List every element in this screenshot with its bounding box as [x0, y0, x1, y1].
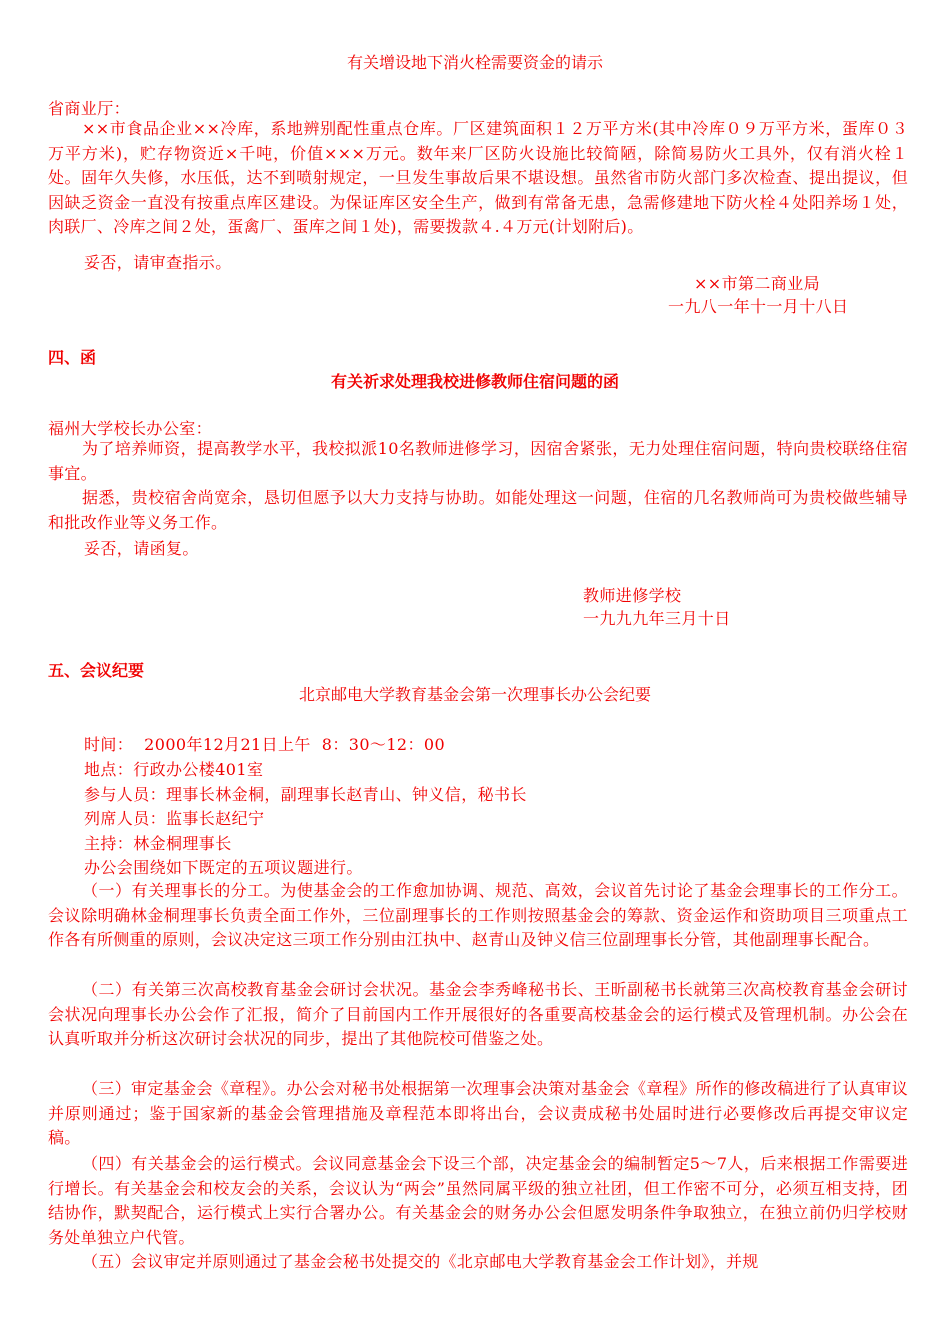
- doc2-date: 一九九九年三月十日: [583, 609, 731, 628]
- doc1-sender: ××市第二商业局: [694, 274, 821, 293]
- doc3-item-5: （五）会议审定并原则通过了基金会秘书处提交的《北京邮电大学教育基金会工作计划》，并规: [82, 1252, 759, 1271]
- doc2-addressee: 福州大学校长办公室：: [48, 419, 213, 438]
- doc2-paragraph-2: 据悉，贵校宿舍尚宽余，恳切但愿予以大力支持与协助。如能处理这一问题，住宿的几名教师尚可为贵校做些辅导和批改作业等义务工作。: [48, 488, 908, 532]
- section-heading-minutes: 五、会议纪要: [48, 661, 145, 680]
- doc3-host: 主持：林金桐理事长: [84, 834, 232, 853]
- doc3-title: 北京邮电大学教育基金会第一次理事长办公会纪要: [298, 685, 651, 704]
- doc2-closing: 妥否，请函复。: [84, 539, 199, 558]
- doc2-title: 有关祈求处理我校进修教师住宿问题的函: [330, 372, 619, 391]
- doc2-sender: 教师进修学校: [583, 586, 682, 605]
- doc1-addressee: 省商业厅：: [48, 99, 131, 118]
- doc1-title: 有关增设地下消火栓需要资金的请示: [346, 53, 603, 72]
- doc3-item-2: （二）有关第三次高校教育基金会研讨会状况。基金会李秀峰秘书长、王昕副秘书长就第三次高校教育基金会研讨会状况向理事长办公会作了汇报，简介了目前国内工作开展很好的各重要高校基金会的运行模式及管理机制。办公会在认真听取并分析这次研讨会状况的同步，提出了其他院校可借鉴之处。: [48, 980, 908, 1048]
- doc3-time: 时间： 2000年12月21日上午 8：30～12：00: [84, 735, 446, 754]
- doc1-body: ××市食品企业××冷库，系地辨别配性重点仓库。厂区建筑面积１２万平方米(其中冷库０９万平方米，蛋库０３万平方米)，贮存物资近×千吨，价值×××万元。数年来厂区防火设施比较简陋，除简易防火工具外，仅有消火栓１处。固年久失修，水压低，达不到喷射规定，一旦发生事故后果不堪设想。虽然省市防火部门多次检查、提出提议，但因缺乏资金一直没有按重点库区建设。为保证库区安全生产，做到有常备无患，急需修建地下防火栓４处阳养场１处，肉联厂、冷库之间２处，蛋禽厂、蛋库之间１处)，需要拨款４.４万元(计划附后)。: [48, 119, 908, 236]
- doc3-item-1: （一）有关理事长的分工。为使基金会的工作愈加协调、规范、高效，会议首先讨论了基金会理事长的工作分工。会议除明确林金桐理事长负责全面工作外，三位副理事长的工作则按照基金会的筹款、资金运作和资助项目三项重点工作各有所侧重的原则，会议决定这三项工作分别由江执中、赵青山及钟义信三位副理事长分管，其他副理事长配合。: [48, 881, 908, 949]
- doc3-item-3: （三）审定基金会《章程》。办公会对秘书处根据第一次理事会决策对基金会《章程》所作的修改稿进行了认真审议并原则通过；鉴于国家新的基金会管理措施及章程范本即将出台，会议责成秘书处届时进行必要修改后再提交审议定稿。: [48, 1079, 908, 1147]
- doc2-paragraph-1: 为了培养师资，提高教学水平，我校拟派10名教师进修学习，因宿舍紧张，无力处理住宿问题，特向贵校联络住宿事宜。: [48, 439, 908, 483]
- doc1-closing: 妥否，请审查指示。: [84, 253, 232, 272]
- doc3-attendees: 参与人员：理事长林金桐，副理事长赵青山、钟义信，秘书长: [84, 785, 527, 804]
- doc1-date: 一九八一年十一月十八日: [668, 297, 849, 316]
- doc3-observers: 列席人员：监事长赵纪宁: [84, 809, 265, 828]
- section-heading-letter: 四、函: [48, 348, 97, 367]
- doc3-item-4: （四）有关基金会的运行模式。会议同意基金会下设三个部，决定基金会的编制暂定5～7人，后来根据工作需要进行增长。有关基金会和校友会的关系，会议认为“两会”虽然同属平级的独立社团，但工作密不可分，必须互相支持，团结协作，默契配合，运行模式上实行合署办公。有关基金会的财务办公会但愿发明条件争取独立，在独立前仍归学校财务处单独立户代管。: [48, 1154, 908, 1247]
- doc3-place: 地点：行政办公楼401室: [84, 760, 264, 779]
- doc3-intro: 办公会围绕如下既定的五项议题进行。: [84, 858, 363, 877]
